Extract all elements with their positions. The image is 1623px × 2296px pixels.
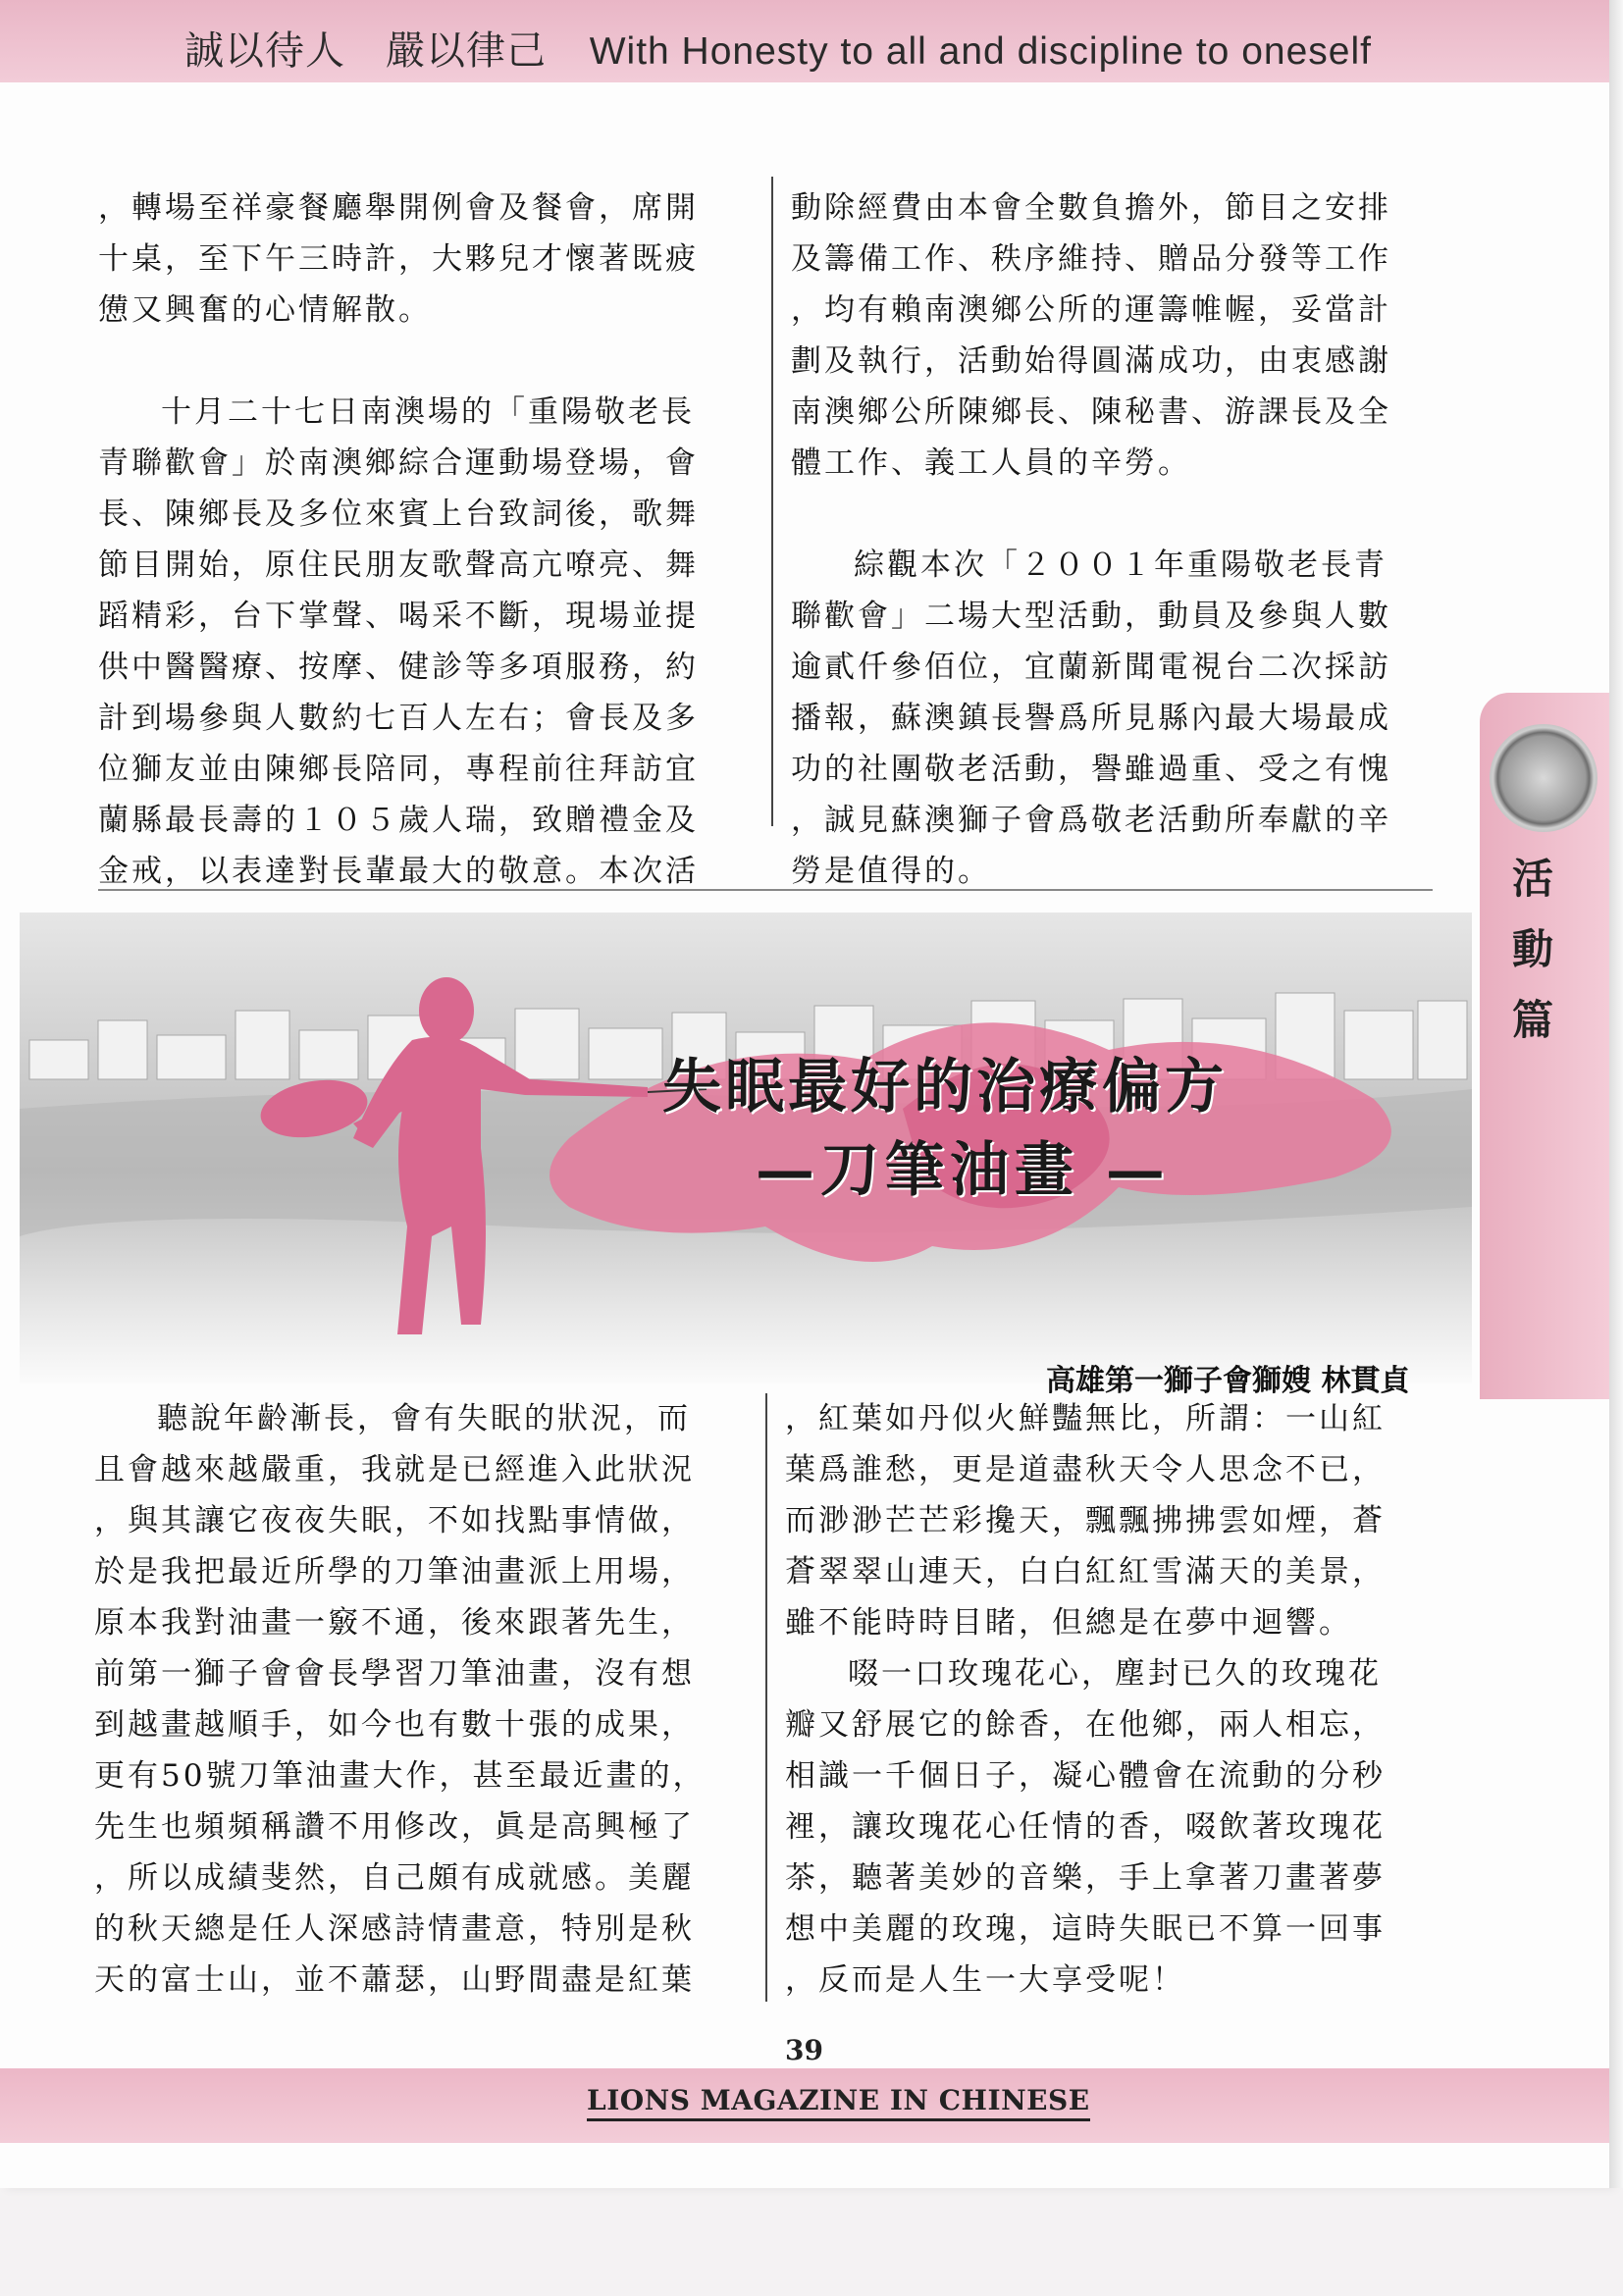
text-line: 青聯歡會」於南澳鄉綜合運動場登場，會 (98, 445, 699, 481)
text-line: 蒼翠翠山連天，白白紅紅雪滿天的美景， (785, 1554, 1386, 1590)
article1-left-column (98, 183, 699, 897)
text-line: 十桌，至下午三時許，大夥兒才懷著既疲 (98, 241, 699, 277)
text-line: 葉爲誰愁，更是道盡秋天令人思念不已， (785, 1452, 1386, 1487)
text-line: 位獅友並由陳鄉長陪同，專程前往拜訪宜 (98, 752, 699, 787)
text-line: 聯歡會」二場大型活動，動員及參與人數 (791, 599, 1391, 634)
text-line: 南澳鄉公所陳鄉長、陳秘書、游課長及全 (791, 394, 1391, 430)
motto-english: With Honesty to all and discipline to oneself (589, 30, 1372, 73)
text-line: 計到場參與人數約七百人左右；會長及多 (98, 701, 699, 736)
article1-right-column (791, 183, 1391, 897)
text-line: 逾貳仟參佰位，宜蘭新聞電視台二次採訪 (791, 650, 1391, 685)
text-line: ，所以成績斐然，自己頗有成就感。美麗 (94, 1860, 695, 1896)
header-motto (184, 20, 1372, 76)
text-line: 啜一口玫瑰花心，塵封已久的玫瑰花 (848, 1656, 1382, 1692)
text-line: ，均有賴南澳鄉公所的運籌帷幄，妥當計 (791, 292, 1391, 328)
text-line: 體工作、義工人員的辛勞。 (791, 445, 1191, 481)
text-line: ，反而是人生一大享受呢！ (785, 1962, 1185, 1998)
text-line: 雖不能時時目睹，但總是在夢中迴響。 (785, 1605, 1352, 1641)
page-edge (1609, 0, 1623, 2188)
column-divider (765, 1393, 767, 2002)
article2-left-column (94, 1393, 706, 2006)
text-line: 相識一千個日子，凝心體會在流動的分秒 (785, 1758, 1386, 1794)
text-line: 及籌備工作、秩序維持、贈品分發等工作 (791, 241, 1391, 277)
text-line: 瓣又舒展它的餘香，在他鄉，兩人相忘， (785, 1707, 1386, 1743)
text-line: 天的富士山，並不蕭瑟，山野間盡是紅葉 (94, 1962, 695, 1998)
section-label: 活 動 篇 (1511, 855, 1553, 1044)
text-line: 且會越來越嚴重，我就是已經進入此狀況 (94, 1452, 695, 1487)
article2-author: 高雄第一獅子會獅嫂 林貫貞 (1046, 1364, 1410, 1398)
text-line: 而渺渺芒芒彩攙天，飄飄拂拂雲如煙，蒼 (785, 1503, 1386, 1539)
text-line: 供中醫醫療、按摩、健診等多項服務，約 (98, 650, 699, 685)
text-line: 綜觀本次「２００１年重陽敬老長青 (854, 548, 1387, 583)
text-line: 功的社團敬老活動，譽雖過重、受之有愧 (791, 752, 1391, 787)
lions-emblem-icon (1490, 724, 1597, 832)
banner-artwork (20, 913, 1472, 1383)
text-line: 節目開始，原住民朋友歌聲高亢嘹亮、舞 (98, 548, 699, 583)
magazine-title: LIONS MAGAZINE IN CHINESE (587, 2084, 1090, 2121)
text-line: 蘭縣最長壽的１０５歲人瑞，致贈禮金及 (98, 803, 699, 838)
article2-right-column (785, 1393, 1386, 2006)
text-line: 更有50號刀筆油畫大作，甚至最近畫的， (94, 1758, 707, 1794)
text-line: 先生也頻頻稱讚不用修改，眞是高興極了 (94, 1809, 695, 1845)
text-line: ，紅葉如丹似火鮮豔無比，所謂：一山紅 (785, 1401, 1386, 1436)
text-line: 原本我對油畫一竅不通，後來跟著先生， (94, 1605, 695, 1641)
text-line: 前第一獅子會會長學習刀筆油畫，沒有想 (94, 1656, 695, 1692)
text-line: 到越畫越順手，如今也有數十張的成果， (94, 1707, 695, 1743)
text-line: 長、陳鄉長及多位來賓上台致詞後，歌舞 (98, 496, 699, 532)
text-line: 劃及執行，活動始得圓滿成功，由衷感謝 (791, 343, 1391, 379)
text-line: ，與其讓它夜夜失眠，不如找點事情做， (94, 1503, 695, 1539)
text-line: ，誠見蘇澳獅子會爲敬老活動所奉獻的辛 (791, 803, 1391, 838)
text-line: 想中美麗的玫瑰，這時失眠已不算一回事 (785, 1911, 1386, 1947)
column-divider (771, 177, 773, 826)
text-line: 裡，讓玫瑰花心任情的香，啜飲著玫瑰花 (785, 1809, 1386, 1845)
section-divider (98, 889, 1433, 891)
text-line: 十月二十七日南澳場的「重陽敬老長 (161, 394, 695, 430)
text-line: 的秋天總是任人深感詩情畫意，特別是秋 (94, 1911, 695, 1947)
article2-title: 失眠最好的治療偏方 (662, 1053, 1228, 1122)
article2-subtitle: —刀筆油畫 — (756, 1136, 1171, 1205)
text-line: 於是我把最近所學的刀筆油畫派上用場， (94, 1554, 695, 1590)
text-line: 播報，蘇澳鎮長譽爲所見縣內最大場最成 (791, 701, 1391, 736)
text-line: 蹈精彩，台下掌聲、喝采不斷，現場並提 (98, 599, 699, 634)
text-line: 聽說年齡漸長，會有失眠的狀況，而 (157, 1401, 691, 1436)
text-line: 金戒，以表達對長輩最大的敬意。本次活 (98, 854, 699, 889)
text-line: ，轉場至祥豪餐廳舉開例會及餐會，席開 (98, 190, 699, 226)
text-line: 憊又興奮的心情解散。 (98, 292, 432, 328)
text-line: 茶，聽著美妙的音樂，手上拿著刀畫著夢 (785, 1860, 1386, 1896)
text-line: 勞是值得的。 (791, 854, 991, 889)
title-banner (20, 913, 1472, 1383)
text-line: 動除經費由本會全數負擔外，節目之安排 (791, 190, 1391, 226)
page-number: 39 (785, 2034, 823, 2066)
motto-chinese: 誠以待人 嚴以律己 (184, 28, 547, 74)
